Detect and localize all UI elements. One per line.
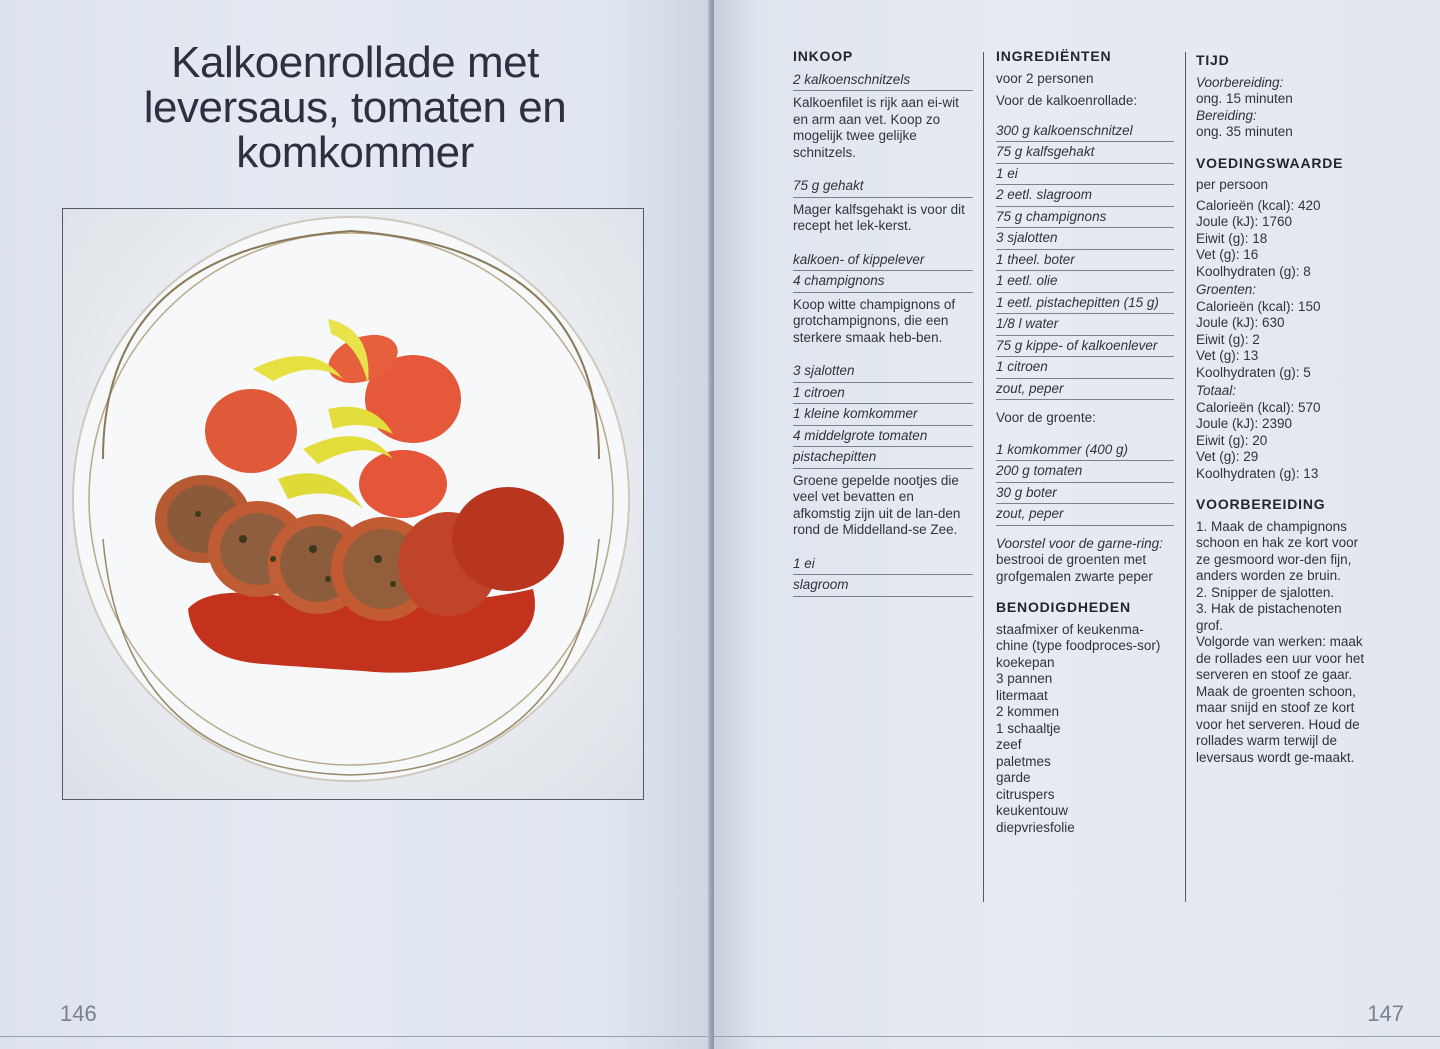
- ingredient-item: 1 komkommer (400 g): [996, 441, 1174, 462]
- tijd-heading: TIJD: [1196, 52, 1230, 68]
- nutrition-line: Vet (g): 29: [1196, 449, 1259, 464]
- equipment-item: koekepan: [996, 654, 1055, 670]
- inkoop-note: Groene gepelde nootjes die veel vet bevatten en afkomstig zijn uit de lan-den rond de Middelland-se Zee.: [793, 472, 961, 537]
- inkoop-column: [793, 48, 973, 598]
- equipment-item: staafmixer of keukenma-chine (type foodproces-sor): [996, 621, 1161, 653]
- ingredient-item: 1 citroen: [996, 358, 1174, 379]
- garnish-text: bestrooi de groenten met grofgemalen zwarte peper: [996, 552, 1153, 584]
- equipment-item: keukentouw: [996, 803, 1069, 818]
- nutrition-line: Koolhydraten (g): 13: [1196, 465, 1319, 481]
- nutrition-line: Joule (kJ): 630: [1196, 315, 1285, 330]
- cook-label: Bereiding:: [1196, 107, 1257, 123]
- ingredienten-heading: INGREDIËNTEN: [996, 48, 1112, 64]
- page-number-right: 147: [1367, 1001, 1404, 1026]
- groente-subheading: Voor de groente:: [996, 410, 1096, 425]
- inkoop-note: Mager kalfsgehakt is voor dit recept het lek-kerst.: [793, 201, 965, 233]
- ingredient-item: 1/8 l water: [996, 315, 1174, 336]
- equipment-item: 1 schaaltje: [996, 720, 1061, 736]
- inkoop-note: Koop witte champignons of grotchampignons, die een sterkere smaak heb-ben.: [793, 296, 956, 345]
- ingredient-item: 200 g tomaten: [996, 462, 1174, 483]
- nutrition-line: Koolhydraten (g): 5: [1196, 364, 1311, 380]
- nutrition-line: Vet (g): 13: [1196, 348, 1259, 363]
- left-page: [0, 0, 712, 1049]
- inkoop-item: 2 kalkoenschnitzels: [793, 71, 973, 92]
- ingredienten-column: [996, 48, 1174, 836]
- ingredient-item: zout, peper: [996, 380, 1174, 401]
- groente-ingredient-list: [996, 441, 1174, 526]
- equipment-item: diepvriesfolie: [996, 819, 1075, 835]
- ingredient-item: 75 g kalfsgehakt: [996, 143, 1174, 164]
- equipment-item: citruspers: [996, 786, 1055, 802]
- recipe-title: Kalkoenrollade met leversaus, tomaten en komkommer: [143, 38, 567, 177]
- ingredient-item: 3 sjalotten: [996, 229, 1174, 250]
- ingredient-item: zout, peper: [996, 505, 1174, 526]
- totaal-label: Totaal:: [1196, 383, 1237, 398]
- nutrition-line: Eiwit (g): 2: [1196, 331, 1260, 347]
- nutrition-line: Vet (g): 16: [1196, 247, 1259, 262]
- ingredient-item: 1 theel. boter: [996, 251, 1174, 272]
- persons-text: voor 2 personen: [996, 70, 1094, 86]
- rollade-subheading: Voor de kalkoenrollade:: [996, 93, 1138, 108]
- inkoop-item: kalkoen- of kippelever: [793, 251, 973, 272]
- equipment-item: 3 pannen: [996, 671, 1053, 686]
- nutrition-line: Calorieën (kcal): 150: [1196, 298, 1321, 314]
- nutrition-line: Calorieën (kcal): 420: [1196, 197, 1321, 213]
- benodigdheden-list: [996, 622, 1174, 837]
- cook-value: ong. 35 minuten: [1196, 124, 1293, 139]
- per-person-label: per persoon: [1196, 177, 1269, 192]
- dish-photo: [62, 208, 644, 800]
- inkoop-item: 1 kleine komkommer: [793, 405, 973, 426]
- voorbereiding-heading: VOORBEREIDING: [1196, 496, 1326, 512]
- equipment-item: zeef: [996, 737, 1022, 752]
- inkoop-item: 3 sjalotten: [793, 362, 973, 383]
- equipment-item: litermaat: [996, 687, 1048, 703]
- nutrition-line: Eiwit (g): 18: [1196, 230, 1268, 246]
- inkoop-item: 4 champignons: [793, 272, 973, 293]
- column-divider-2: [1185, 52, 1186, 902]
- equipment-item: paletmes: [996, 753, 1051, 769]
- ingredient-item: 2 eetl. slagroom: [996, 186, 1174, 207]
- column-divider-1: [983, 52, 984, 902]
- equipment-item: garde: [996, 770, 1031, 785]
- nutrition-line: Joule (kJ): 2390: [1196, 416, 1293, 431]
- tijd-column: [1196, 52, 1371, 766]
- nutrition-line: Calorieën (kcal): 570: [1196, 399, 1321, 415]
- bottom-rule-right: [714, 1036, 1440, 1037]
- ingredient-item: 300 g kalkoenschnitzel: [996, 122, 1174, 143]
- ingredient-item: 1 eetl. olie: [996, 272, 1174, 293]
- rollade-ingredient-list: [996, 122, 1174, 401]
- benodigdheden-heading: BENODIGDHEDEN: [996, 599, 1131, 615]
- inkoop-note: Kalkoenfilet is rijk aan ei-wit en arm aan vet. Koop zo mogelijk twee gelijke schnitzels.: [793, 95, 959, 160]
- ingredient-item: 30 g boter: [996, 484, 1174, 505]
- voedingswaarde-heading: VOEDINGSWAARDE: [1196, 154, 1344, 171]
- ingredient-item: 75 g champignons: [996, 208, 1174, 229]
- ingredient-item: 75 g kippe- of kalkoenlever: [996, 337, 1174, 358]
- page-number-left: 146: [60, 1001, 97, 1026]
- inkoop-item: 1 ei: [793, 555, 973, 576]
- equipment-item: 2 kommen: [996, 704, 1060, 719]
- nutrition-line: Koolhydraten (g): 8: [1196, 263, 1311, 279]
- inkoop-item: slagroom: [793, 576, 973, 597]
- prep-label: Voorbereiding:: [1196, 74, 1284, 90]
- plate-illustration: [63, 209, 643, 799]
- inkoop-item: 1 citroen: [793, 384, 973, 405]
- prep-value: ong. 15 minuten: [1196, 91, 1293, 106]
- ingredient-item: 1 ei: [996, 165, 1174, 186]
- inkoop-heading: INKOOP: [793, 48, 854, 64]
- bottom-rule-left: [0, 1036, 712, 1037]
- voorbereiding-text: 1. Maak de champignons schoon en hak ze kort voor ze gesmoord wor-den fijn, anders worden ze bruin. 2. Snipper de sjalotten. 3. Hak de pistachenoten grof. Volgorde van werken: maak de rollades een uur voor het serveren en stoof ze gaar. Maak de groenten schoon, maar snijd en stoof ze kort voor het serveren. Houd de rollades warm terwijl de leversaus wordt ge-maakt.: [1196, 518, 1365, 765]
- nutrition-line: Eiwit (g): 20: [1196, 432, 1268, 448]
- groenten-label: Groenten:: [1196, 282, 1257, 297]
- inkoop-item: 4 middelgrote tomaten: [793, 427, 973, 448]
- inkoop-item: 75 g gehakt: [793, 177, 973, 198]
- inkoop-item: pistachepitten: [793, 448, 973, 469]
- ingredient-item: 1 eetl. pistachepitten (15 g): [996, 294, 1174, 315]
- garnish-label: Voorstel voor de garne-ring:: [996, 535, 1163, 551]
- nutrition-line: Joule (kJ): 1760: [1196, 214, 1293, 229]
